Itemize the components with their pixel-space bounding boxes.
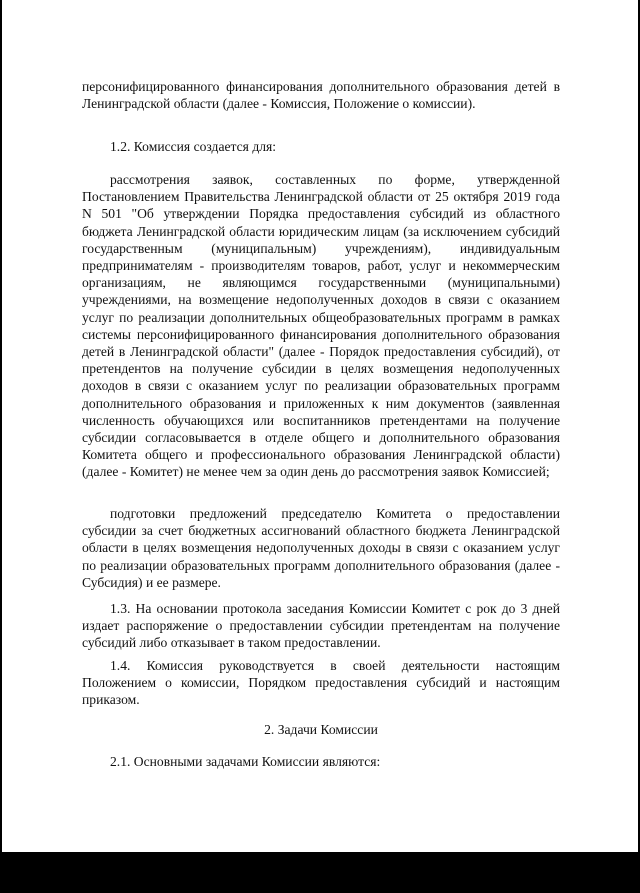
heading-text: 2. Задачи Комиссии	[264, 722, 378, 737]
paragraph-prepare-proposals	[82, 505, 560, 591]
paragraph-continuation	[82, 78, 560, 112]
section-heading-2	[82, 721, 560, 738]
paragraph-1-4	[82, 657, 560, 709]
paragraph-text: 1.3. На основании протокола заседания Комиссии Комитет с рок до 3 дней издает распоряжение о предоставлении субсидии претендентам на получение субсидий либо отказывает в таком предоставлении.	[82, 601, 560, 651]
paragraph-review-applications	[82, 171, 560, 481]
paragraph-text: 1.4. Комиссия руководствуется в своей деятельности настоящим Положением о комиссии, Порядком предоставления субсидий и настоящим приказом.	[82, 658, 560, 708]
paragraph-text: 1.2. Комиссия создается для:	[110, 139, 277, 154]
paragraph-text: рассмотрения заявок, составленных по форме, утвержденной Постановлением Правительства Ленинградской области от 25 октября 2019 года N 501 "Об утверждении Порядка предоставления субсидий из областного бюджета Ленинградской области юридическим лицам (за исключением субсидий государственным (муниципальным) учреждениям), индивидуальным предпринимателям - производителям товаров, работ, услуг и некоммерческим организациям, не являющимся государственными (муниципальными) учреждениями, на возмещение недополученных доходов в связи с оказанием услуг по реализации дополнительных общеобразовательных программ в рамках системы персонифицированного финансирования дополнительного образования детей в Ленинградской области" (далее - Порядок предоставления субсидий), от претендентов на получение субсидии в целях возмещения недополученных доходов в связи с оказанием услуг по реализации образовательных программ дополнительного образования и приложенных к ним документов (заявленная численность обучающихся или воспитанников претендентами на получение субсидии согласовывается в отделе общего и дополнительного образования Комитета общего и профессионального образования Ленинградской области) (далее - Комитет) не менее чем за один день до рассмотрения заявок Комиссией;	[82, 172, 560, 480]
paragraph-1-2	[82, 138, 560, 155]
paragraph-text: 2.1. Основными задачами Комиссии являются:	[110, 754, 381, 769]
scan-bottom-bar	[0, 852, 640, 893]
scan-left-edge	[0, 0, 2, 852]
paragraph-2-1	[82, 753, 560, 770]
paragraph-text: персонифицированного финансирования дополнительного образования детей в Ленинградской области (далее - Комиссия, Положение о комиссии).	[82, 79, 560, 112]
paragraph-text: подготовки предложений председателю Комитета о предоставлении субсидии за счет бюджетных ассигнований областного бюджета Ленинградской области в целях возмещения недополученных доходы в связи с оказанием услуг по реализации образовательных программ дополнительного образования (далее - Субсидия) и ее размере.	[82, 506, 560, 590]
paragraph-1-3	[82, 600, 560, 652]
